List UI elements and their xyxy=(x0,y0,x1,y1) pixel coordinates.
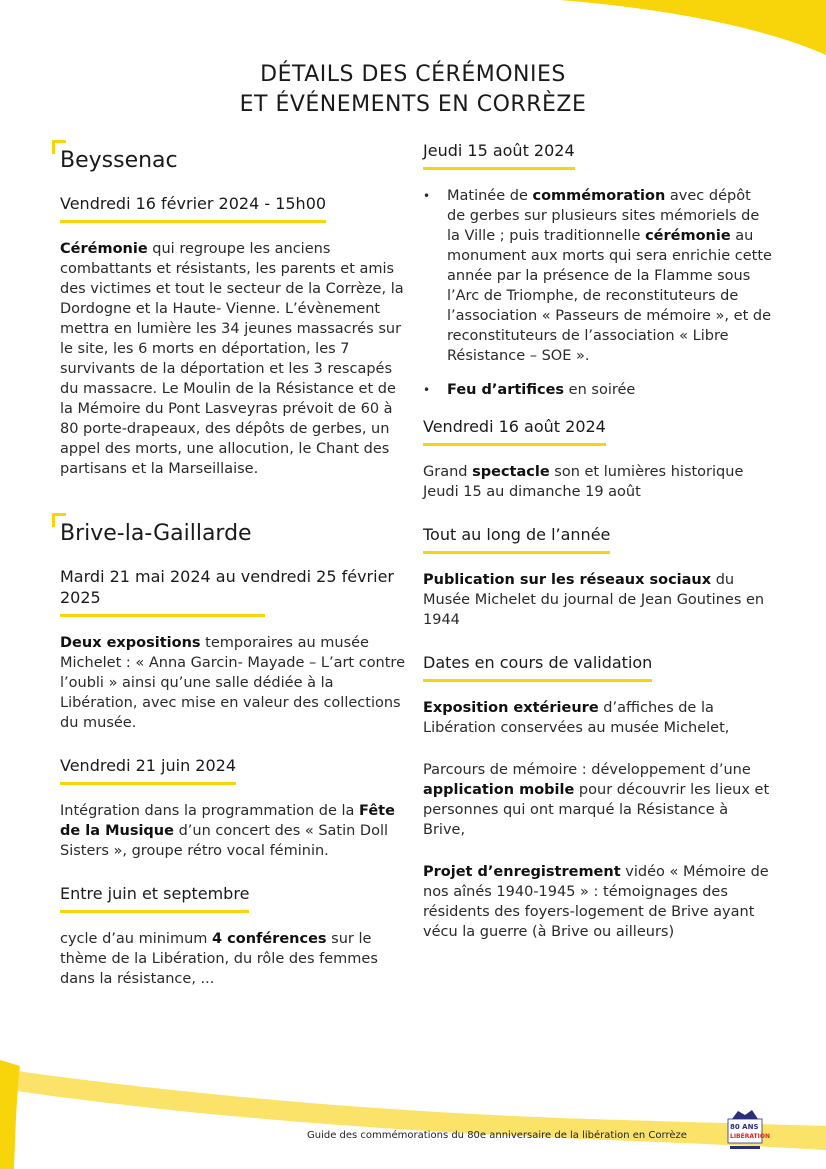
event-description xyxy=(423,760,773,840)
liberation-80-logo xyxy=(726,1105,770,1153)
highlight: Deux expositions xyxy=(60,635,201,651)
footer-caption: Guide des commémorations du 80e anniversaire de la libération en Corrèze xyxy=(307,1130,687,1141)
text: avec dépôt de gerbes sur plusieurs sites mémoriels de la Ville ; puis traditionnelle xyxy=(447,188,760,244)
left-column xyxy=(60,140,405,1011)
text: sur le thème de la Libération, du rôle des femmes dans la résistance, ... xyxy=(60,931,378,987)
text: vidéo « Mémoire de nos aînés 1940-1945 » : témoignages des résidents des foyers-logement de Brive ayant vécu la guerre (à Brive ou ailleurs) xyxy=(423,864,769,940)
text: pour découvrir les lieux et personnes qui ont marqué la Résistance à Brive, xyxy=(423,782,770,838)
text: en soirée xyxy=(564,382,636,398)
page-title xyxy=(0,60,826,120)
event-date-heading: Jeudi 15 août 2024 xyxy=(423,140,575,170)
logo-line-2: LIBÉRATION xyxy=(730,1133,770,1140)
event-description xyxy=(60,929,405,989)
text: cycle d’au minimum xyxy=(60,931,213,947)
highlight: Feu d’artifices xyxy=(447,382,565,398)
event-date-heading: Vendredi 21 juin 2024 xyxy=(60,755,236,785)
highlight: Projet d’enregistrement xyxy=(423,864,621,880)
text: qui regroupe les anciens combattants et résistants, les parents et amis des victimes et tout le secteur de la Corrèze, la Dordogne et la Haute- Vienne. L’évènement mettra en lumière les 34 jeunes massacrés sur le site, les 6 morts en déportation, les 7 survivants de la déportation et les 3 rescapés du massacre. Le Moulin de la Résistance et de la Mémoire du Pont Lasveyras prévoit de 60 à 80 porte-drapeaux, des dépôts de gerbes, un appel des morts, une allocution, le Chant des partisans et la Marseillaise. xyxy=(60,241,404,477)
text: du Musée Michelet du journal de Jean Goutines en 1944 xyxy=(423,572,765,628)
list-item xyxy=(447,380,773,400)
event-date-heading: Vendredi 16 février 2024 - 15h00 xyxy=(60,193,326,223)
text: d’un concert des « Satin Doll Sisters », groupe rétro vocal féminin. xyxy=(60,823,389,859)
event-description xyxy=(60,239,405,479)
highlight: spectacle xyxy=(472,464,550,480)
city-heading-beyssenac: Beyssenac xyxy=(60,140,405,173)
underline xyxy=(60,614,265,617)
event-date-heading: Mardi 21 mai 2024 au vendredi 25 février 2025 xyxy=(60,567,394,607)
title-line-1: DÉTAILS DES CÉRÉMONIES xyxy=(260,62,566,87)
text: d’affiches de la Libération conservées au musée Michelet, xyxy=(423,700,730,736)
highlight: cérémonie xyxy=(645,228,731,244)
event-date-heading: Entre juin et septembre xyxy=(60,883,249,913)
text: Grand xyxy=(423,464,473,480)
text: Parcours de mémoire : développement d’une xyxy=(423,762,751,778)
highlight: application mobile xyxy=(423,782,575,798)
event-description xyxy=(423,698,773,738)
text: Intégration dans la programmation de la xyxy=(60,803,360,819)
event-date-heading: Tout au long de l’année xyxy=(423,524,610,554)
text: Matinée de xyxy=(447,188,533,204)
event-date-heading: Vendredi 16 août 2024 xyxy=(423,416,606,446)
highlight: commémoration xyxy=(532,188,666,204)
event-description xyxy=(423,570,773,630)
highlight: 4 conférences xyxy=(212,931,327,947)
event-list xyxy=(423,186,773,400)
text: au monument aux morts qui sera enrichie cette année par la présence de la Flamme sous l’Arc de Triomphe, de reconstituteurs de l’association « Passeurs de mémoire », et de reconstituteurs de l’association « Libre Résistance – SOE ». xyxy=(447,228,772,364)
highlight: Cérémonie xyxy=(60,241,148,257)
text: temporaires au musée Michelet : « Anna Garcin- Mayade – L’art contre l’oubli » ainsi qu’une salle dédiée à la Libération, avec mise en valeur des collections du musée. xyxy=(60,635,405,731)
logo-line-1: 80 ANS xyxy=(730,1123,759,1131)
highlight: Publication sur les réseaux sociaux xyxy=(423,572,712,588)
event-description xyxy=(423,862,773,942)
event-description xyxy=(423,462,773,502)
city-heading-brive: Brive-la-Gaillarde xyxy=(60,513,405,546)
event-description xyxy=(60,801,405,861)
list-item xyxy=(447,186,773,366)
event-description xyxy=(60,633,405,733)
text: son et lumières historique Jeudi 15 au dimanche 19 août xyxy=(423,464,744,500)
event-date-heading: Dates en cours de validation xyxy=(423,652,652,682)
highlight: Fête de la Musique xyxy=(60,803,395,839)
title-line-2: ET ÉVÉNEMENTS EN CORRÈZE xyxy=(239,92,587,117)
highlight: Exposition extérieure xyxy=(423,700,599,716)
right-column xyxy=(423,140,773,964)
